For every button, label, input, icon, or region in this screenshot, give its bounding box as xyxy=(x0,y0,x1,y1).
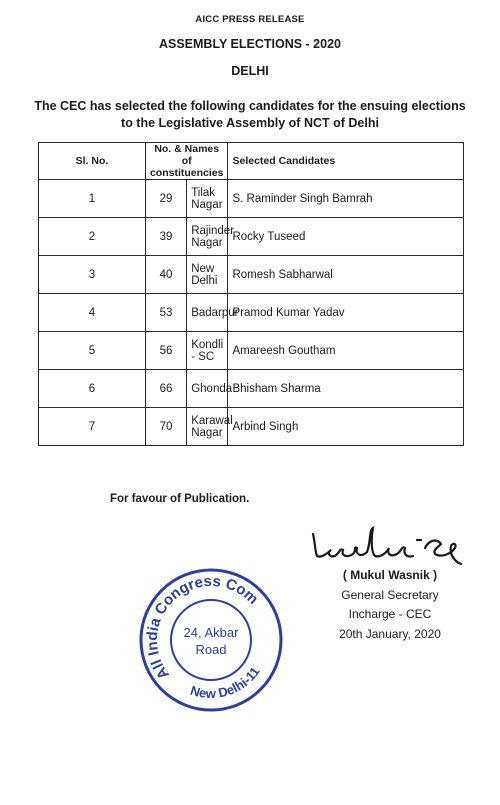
cell-sl-no: 6 xyxy=(39,370,146,408)
cell-candidate: Romesh Sabharwal xyxy=(228,256,464,294)
cell-constituency-no: 66 xyxy=(145,370,186,408)
candidates-table xyxy=(38,142,464,446)
signatory-designation: General Secretary xyxy=(341,588,439,602)
table-row xyxy=(39,218,464,256)
aicc-seal-stamp xyxy=(136,565,286,715)
cell-constituency-no: 56 xyxy=(145,332,186,370)
table-header-row xyxy=(39,143,464,180)
cell-constituency-name: Badarpur xyxy=(187,294,228,332)
cell-candidate: Pramod Kumar Yadav xyxy=(228,294,464,332)
cell-constituency-no: 70 xyxy=(145,408,186,446)
cell-constituency-name: Tilak Nagar xyxy=(187,180,228,218)
table-row xyxy=(39,294,464,332)
cell-candidate: Amareesh Goutham xyxy=(228,332,464,370)
table-row xyxy=(39,408,464,446)
header-sl-no: Sl. No. xyxy=(39,143,146,180)
cell-sl-no: 2 xyxy=(39,218,146,256)
cell-constituency-no: 39 xyxy=(145,218,186,256)
seal-bottom-text: New Delhi-11 xyxy=(188,664,263,702)
header-candidates: Selected Candidates xyxy=(228,143,464,180)
table-row xyxy=(39,256,464,294)
cell-constituency-name: New Delhi xyxy=(187,256,228,294)
state-heading: DELHI xyxy=(231,64,269,78)
document-title: ASSEMBLY ELECTIONS - 2020 xyxy=(158,37,341,51)
table-row xyxy=(39,180,464,218)
cell-constituency-name: Kondli - SC xyxy=(187,332,228,370)
table-row xyxy=(39,370,464,408)
cell-constituency-name: Ghonda xyxy=(187,370,228,408)
cell-sl-no: 4 xyxy=(39,294,146,332)
cell-constituency-no: 29 xyxy=(145,180,186,218)
seal-center-line-1: 24, Akbar xyxy=(183,625,239,640)
cell-constituency-name: Karawal Nagar xyxy=(187,408,228,446)
cell-sl-no: 1 xyxy=(39,180,146,218)
intro-line-1: The CEC has selected the following candidates for the ensuing elections xyxy=(34,99,466,113)
header-constituencies: No. & Names of constituencies xyxy=(145,143,228,180)
svg-text:New Delhi-11 xyxy=(185,661,267,710)
cell-constituency-no: 40 xyxy=(145,256,186,294)
seal-center-line-2: Road xyxy=(195,642,227,657)
release-date: 20th January, 2020 xyxy=(339,627,441,641)
intro-line-2: to the Legislative Assembly of NCT of Delhi xyxy=(121,116,379,130)
seal-ring-text: All India Congress Committee xyxy=(143,572,262,683)
signatory-name: ( Mukul Wasnik ) xyxy=(342,568,438,582)
cell-constituency-no: 53 xyxy=(145,294,186,332)
cell-candidate: Arbind Singh xyxy=(228,408,464,446)
table-row xyxy=(39,332,464,370)
cell-sl-no: 3 xyxy=(39,256,146,294)
publication-note: For favour of Publication. xyxy=(110,493,250,505)
cell-candidate: S. Raminder Singh Bamrah xyxy=(228,180,464,218)
release-label: AICC PRESS RELEASE xyxy=(195,14,305,25)
cell-candidate: Bhisham Sharma xyxy=(228,370,464,408)
cell-constituency-name: Rajinder Nagar xyxy=(187,218,228,256)
cell-sl-no: 5 xyxy=(39,332,146,370)
cell-candidate: Rocky Tuseed xyxy=(228,218,464,256)
cell-sl-no: 7 xyxy=(39,408,146,446)
handwritten-signature xyxy=(305,518,475,568)
signatory-role: Incharge - CEC xyxy=(348,607,432,621)
